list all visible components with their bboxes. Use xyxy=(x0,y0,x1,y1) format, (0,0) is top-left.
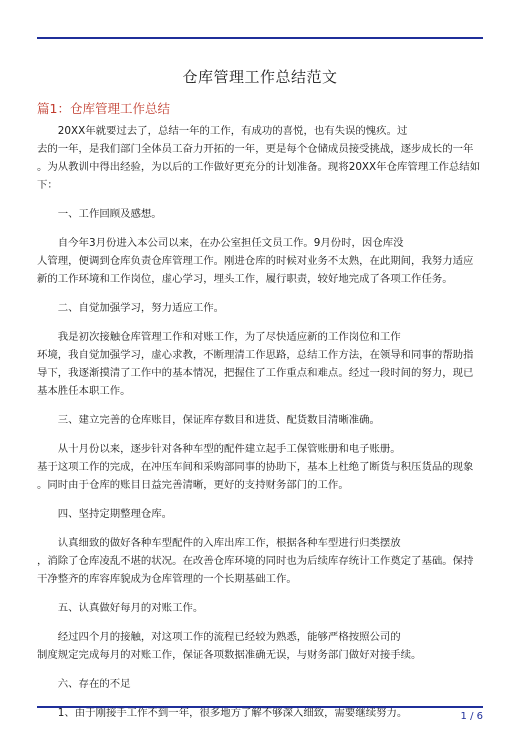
text-line: 环境，我自觉加强学习，虚心求教，不断理清工作思路，总结工作方法，在领导和同事的帮助指 xyxy=(37,349,474,361)
text-line: 。为从教训中得出经验，为以后的工作做好更充分的计划准备。现将20XX年仓库管理工作总结如 xyxy=(37,161,481,173)
section-heading: 五、认真做好每月的对账工作。 xyxy=(37,602,204,614)
text-line: 经过四个月的接触，对这项工作的流程已经较为熟悉，能够严格按照公司的 xyxy=(37,631,401,643)
section-heading: 一、工作回顾及感想。 xyxy=(37,208,162,220)
body-paragraph xyxy=(37,440,483,494)
text-line: 我是初次接触仓库管理工作和对账工作，为了尽快适应新的工作岗位和工作 xyxy=(37,331,401,343)
section-heading: 二、自觉加强学习，努力适应工作。 xyxy=(37,302,225,314)
section-heading: 三、建立完善的仓库账目，保证库存数目和进货、配货数目清晰准确。 xyxy=(37,414,380,426)
text-line: 去的一年，是我们部门全体员工奋力开拓的一年，更是每个仓储成员接受挑战，逐步成长的一年 xyxy=(37,143,474,155)
body-paragraph xyxy=(37,328,483,400)
text-line: 新的工作环境和工作岗位，虚心学习，埋头工作，履行职责，较好地完成了各项工作任务。 xyxy=(37,273,453,285)
document-title: 仓库管理工作总结范文 xyxy=(182,68,338,86)
text-line: 从十月份以来，逐步针对各种车型的配件建立起手工保管账册和电子账册。 xyxy=(37,443,401,455)
text-line: 。同时由于仓库的账目日益完善清晰，更好的支持财务部门的工作。 xyxy=(37,479,349,491)
document-body xyxy=(37,122,483,733)
text-line: 导下，我逐渐摸清了工作中的基本情况，把握住了工作重点和难点。经过一段时间的努力，现已 xyxy=(37,367,474,379)
text-line: 制度规定完成每月的对账工作，保证各项数据准确无误，与财务部门做好对接手续。 xyxy=(37,649,422,661)
body-paragraph xyxy=(37,534,483,588)
text-line: ，消除了仓库凌乱不堪的状况。在改善仓库环境的同时也为后续库存统计工作奠定了基础。保持 xyxy=(37,555,474,567)
section-title: 篇1：仓库管理工作总结 xyxy=(37,101,170,116)
section-heading: 六、存在的不足 xyxy=(37,678,131,690)
section-heading: 四、坚持定期整理仓库。 xyxy=(37,508,173,520)
text-line: 基于这项工作的完成，在冲压车间和采购部同事的协助下，基本上杜绝了断货与积压货品的现象 xyxy=(37,461,474,473)
intro-paragraph xyxy=(37,122,483,194)
text-line: 干净整齐的库容库貌成为仓库管理的一个长期基础工作。 xyxy=(37,573,297,585)
text-line: 基本胜任本职工作。 xyxy=(37,385,131,397)
footer-rule xyxy=(37,706,483,708)
page-number: 1 / 6 xyxy=(460,711,483,722)
text-line: 人管理，便调到仓库负责仓库管理工作。刚进仓库的时候对业务不太熟，在此期间，我努力适应 xyxy=(37,255,474,267)
body-paragraph xyxy=(37,628,483,664)
text-line: 认真细致的做好各种车型配件的入库出库工作，根据各种车型进行归类摆放 xyxy=(37,537,401,549)
text-line: 20XX年就要过去了，总结一年的工作，有成功的喜悦，也有失误的愧疚。过 xyxy=(37,125,408,137)
header-rule xyxy=(37,37,483,39)
text-line: 自今年3月份进入本公司以来，在办公室担任文员工作。9月份时，因仓库没 xyxy=(37,237,404,249)
text-line: 下： xyxy=(37,179,58,191)
text-line: 1、由于刚接手工作不到一年，很多地方了解不够深入细致，需要继续努力。 xyxy=(37,707,408,719)
body-paragraph xyxy=(37,234,483,288)
